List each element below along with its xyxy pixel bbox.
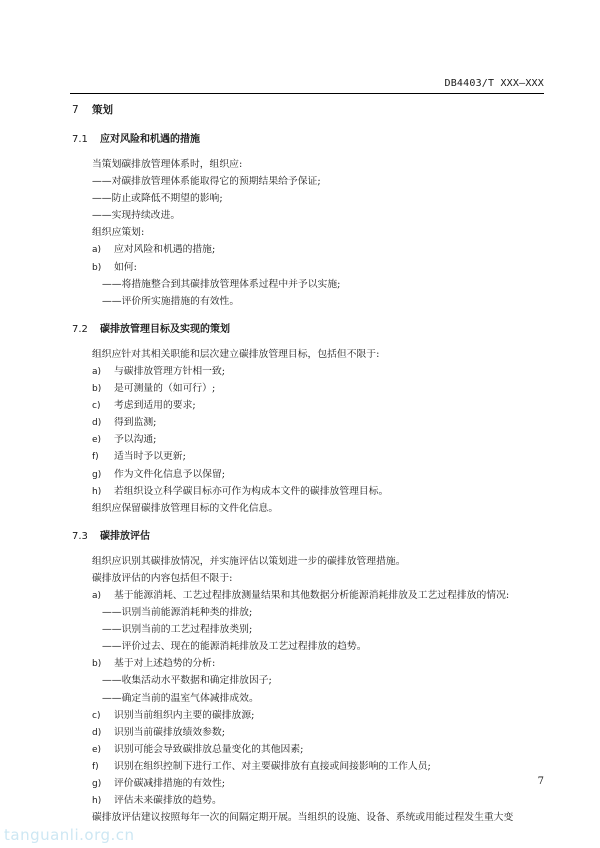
list-item xyxy=(72,448,548,465)
section-number: 7.2 xyxy=(72,323,88,335)
section-7-3-heading xyxy=(72,527,548,547)
sub-list-item: ——将措施整合到其碳排放管理体系过程中并予以实施; xyxy=(102,278,341,290)
list-text: 如何: xyxy=(114,261,137,273)
list-marker: a) xyxy=(92,366,102,377)
list-text: 评价碳减排措施的有效性; xyxy=(114,778,226,789)
sub-list-item: ——评价过去、现在的能源消耗排放及工艺过程排放的趋势。 xyxy=(102,641,367,653)
section-title: 应对风险和机遇的措施 xyxy=(100,134,200,145)
list-item xyxy=(72,414,548,431)
list-marker: b) xyxy=(92,384,102,395)
page-content xyxy=(72,100,548,826)
list-item xyxy=(72,707,548,724)
list-item xyxy=(72,431,548,448)
list-text: 识别当前组织内主要的碳排放源; xyxy=(114,709,255,721)
list-text: 识别当前碳排放绩效参数; xyxy=(114,726,226,738)
list-item xyxy=(72,259,548,276)
paragraph: ——对碳排放管理体系能取得它的预期结果给予保证; xyxy=(92,176,321,188)
section-number: 7.1 xyxy=(72,134,88,145)
list-text: 得到监测; xyxy=(114,417,157,429)
paragraph: ——实现持续改进。 xyxy=(92,210,181,222)
list-item xyxy=(72,587,548,604)
section-7-heading xyxy=(72,100,548,120)
list-item xyxy=(72,724,548,741)
list-item xyxy=(72,397,548,414)
list-marker: h) xyxy=(92,486,102,497)
section-7-2-heading xyxy=(72,320,548,340)
list-item xyxy=(72,775,548,792)
list-text: 基于对上述趋势的分析: xyxy=(114,658,216,670)
list-item xyxy=(72,363,548,380)
paragraph: 碳排放评估建议按照每年一次的间隔定期开展。当组织的设施、设备、系统或用能过程发生重大变 xyxy=(92,812,514,824)
sub-list-item: ——确定当前的温室气体减排成效。 xyxy=(102,692,259,704)
section-number: 7 xyxy=(72,104,79,116)
sub-list-item: ——评价所实施措施的有效性。 xyxy=(102,295,240,307)
list-text: 是可测量的（如可行）; xyxy=(114,383,216,395)
sub-list-item: ——收集活动水平数据和确定排放因子; xyxy=(102,675,272,687)
section-title: 碳排放管理目标及实现的策划 xyxy=(100,323,230,335)
paragraph: 组织应保留碳排放管理目标的文件化信息。 xyxy=(92,502,279,514)
document-code: DB4403/T XXX—XXX xyxy=(444,78,544,89)
list-text: 基于能源消耗、工艺过程排放测量结果和其他数据分析能源消耗排放及工艺过程排放的情况: xyxy=(114,589,510,601)
list-marker: e) xyxy=(92,744,102,755)
list-marker: g) xyxy=(92,779,102,789)
section-7-1-heading xyxy=(72,130,548,150)
list-item xyxy=(72,241,548,258)
paragraph: 组织应针对其相关职能和层次建立碳排放管理目标，包括但不限于: xyxy=(92,348,380,360)
list-marker: f) xyxy=(92,452,99,463)
sub-list-item: ——识别当前的工艺过程排放类别; xyxy=(102,624,253,636)
list-text: 适当时予以更新; xyxy=(114,451,186,463)
watermark-text: tanguanli.org.cn xyxy=(4,826,135,844)
list-text: 若组织设立科学碳目标亦可作为构成本文件的碳排放管理目标。 xyxy=(114,485,389,497)
list-item xyxy=(72,466,548,483)
section-title: 碳排放评估 xyxy=(100,530,150,542)
list-text: 作为文件化信息予以保留; xyxy=(114,468,226,480)
paragraph: 组织应识别其碳排放情况，并实施评估以策划进一步的碳排放管理措施。 xyxy=(92,555,406,567)
list-item xyxy=(72,741,548,758)
list-item xyxy=(72,483,548,500)
list-text: 应对风险和机遇的措施; xyxy=(114,244,216,256)
list-item xyxy=(72,655,548,672)
list-marker: b) xyxy=(92,659,102,670)
list-marker: b) xyxy=(92,262,102,273)
paragraph: 组织应策划: xyxy=(92,227,145,239)
list-marker: c) xyxy=(92,710,101,721)
list-text: 与碳排放管理方针相一致; xyxy=(114,365,226,377)
list-item xyxy=(72,380,548,397)
list-marker: d) xyxy=(92,727,102,738)
list-marker: c) xyxy=(92,401,101,412)
section-title: 策划 xyxy=(92,104,113,116)
paragraph: ——防止或降低不期望的影响; xyxy=(92,193,223,205)
sub-list-item: ——识别当前能源消耗种类的排放; xyxy=(102,607,253,619)
list-item xyxy=(72,758,548,775)
header-rule xyxy=(70,93,544,94)
list-text: 识别在组织控制下进行工作、对主要碳排放有直接或间接影响的工作人员; xyxy=(114,760,431,772)
list-marker: g) xyxy=(92,469,102,480)
list-marker: a) xyxy=(92,590,102,601)
list-text: 予以沟通; xyxy=(114,434,157,446)
section-number: 7.3 xyxy=(72,530,88,542)
list-marker: a) xyxy=(92,245,102,256)
list-marker: d) xyxy=(92,418,102,429)
list-text: 考虑到适用的要求; xyxy=(114,400,196,412)
paragraph: 碳排放评估的内容包括但不限于: xyxy=(92,572,233,584)
list-text: 评估未来碳排放的趋势。 xyxy=(114,795,222,807)
list-text: 识别可能会导致碳排放总量变化的其他因素; xyxy=(114,743,304,755)
page-number: 7 xyxy=(537,776,544,787)
list-marker: f) xyxy=(92,761,99,772)
list-marker: h) xyxy=(92,796,102,807)
list-item xyxy=(72,792,548,809)
paragraph: 当策划碳排放管理体系时，组织应: xyxy=(92,159,243,170)
list-marker: e) xyxy=(92,435,102,446)
